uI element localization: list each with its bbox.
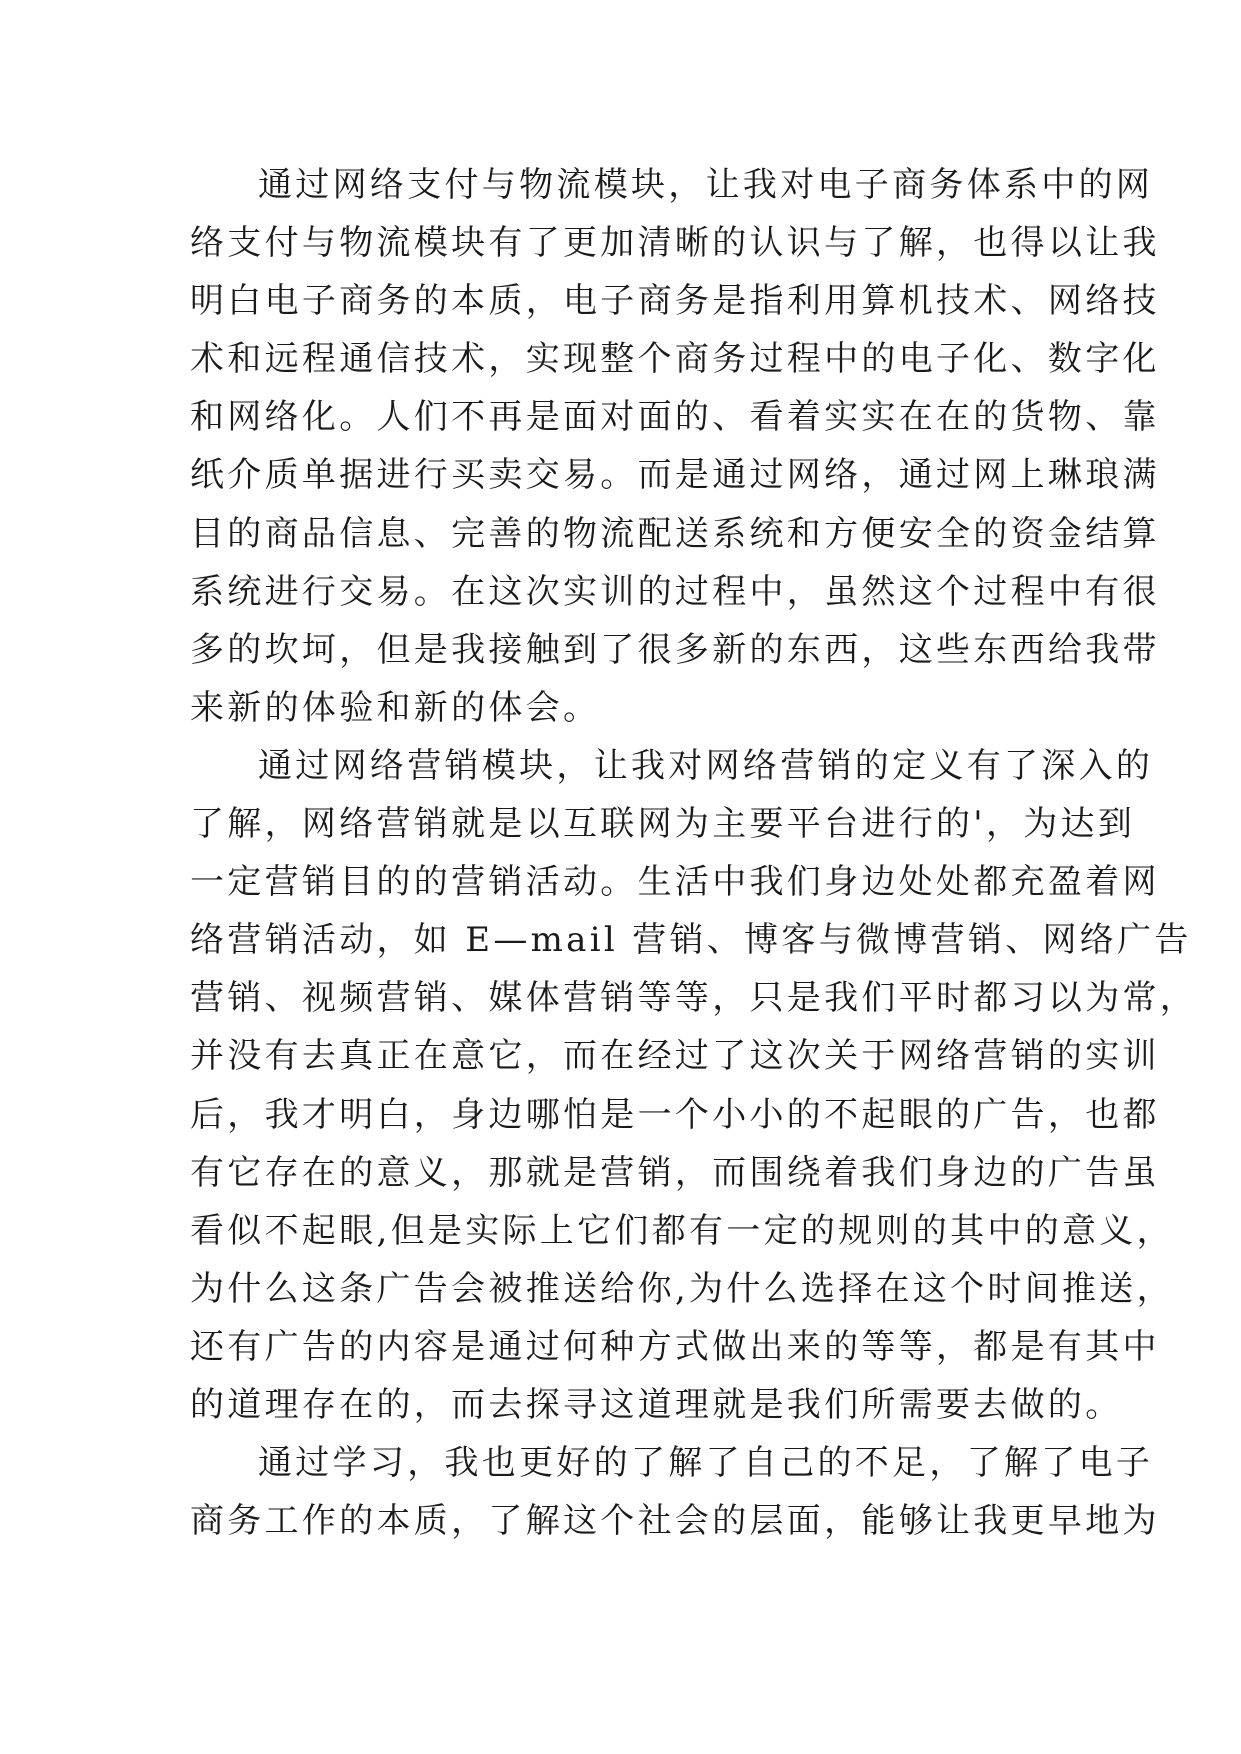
text-line: 纸介质单据进行买卖交易。而是通过网络，通过网上琳琅满 <box>190 455 1160 496</box>
text-line: 多的坎坷，但是我接触到了很多新的东西，这些东西给我带 <box>190 629 1160 670</box>
paragraph-1 <box>190 156 1160 737</box>
text-line: 目的商品信息、完善的物流配送系统和方便安全的资金结算 <box>190 513 1160 554</box>
text-line: 有它存在的意义，那就是营销，而围绕着我们身边的广告虽 <box>190 1152 1160 1193</box>
text-line: 看似不起眼,但是实际上它们都有一定的规则的其中的意义， <box>190 1210 1174 1251</box>
text-line: 和网络化。人们不再是面对面的、看着实实在在的货物、靠 <box>190 397 1160 438</box>
text-line: 的道理存在的，而去探寻这道理就是我们所需要去做的。 <box>190 1384 1123 1425</box>
text-line: 为什么这条广告会被推送给你,为什么选择在这个时间推送， <box>190 1268 1174 1309</box>
text-line: 营销、视频营销、媒体营销等等，只是我们平时都习以为常， <box>190 978 1198 1019</box>
text-line: 络支付与物流模块有了更加清晰的认识与了解，也得以让我 <box>190 223 1160 264</box>
text-line: 术和远程通信技术，实现整个商务过程中的电子化、数字化 <box>190 339 1160 380</box>
body-text <box>190 156 1198 1550</box>
text-line: 来新的体验和新的体会。 <box>190 687 601 728</box>
text-line: 一定营销目的的营销活动。生活中我们身边处处都充盈着网 <box>190 862 1160 903</box>
text-line: 后，我才明白，身边哪怕是一个小小的不起眼的广告，也都 <box>190 1094 1160 1135</box>
text-line: 通过网络支付与物流模块，让我对电子商务体系中的网 <box>258 165 1154 205</box>
text-line: 络营销活动，如 E—mail 营销、博客与微博营销、网络广告 <box>190 920 1192 961</box>
text-line: 通过学习，我也更好的了解了自己的不足，了解了电子 <box>258 1443 1154 1484</box>
text-line: 了解，网络营销就是以互联网为主要平台进行的'，为达到 <box>190 804 1136 845</box>
paragraph-3 <box>190 1434 1160 1550</box>
paragraph-2 <box>190 737 1198 1434</box>
text-line: 还有广告的内容是通过何种方式做出来的等等，都是有其中 <box>190 1326 1160 1367</box>
text-line: 系统进行交易。在这次实训的过程中，虽然这个过程中有很 <box>190 571 1160 612</box>
text-line: 明白电子商务的本质，电子商务是指利用算机技术、网络技 <box>190 281 1160 322</box>
text-line: 通过网络营销模块，让我对网络营销的定义有了深入的 <box>258 745 1154 786</box>
text-line: 并没有去真正在意它，而在经过了这次关于网络营销的实训 <box>190 1036 1160 1077</box>
text-line: 商务工作的本质，了解这个社会的层面，能够让我更早地为 <box>190 1501 1160 1542</box>
